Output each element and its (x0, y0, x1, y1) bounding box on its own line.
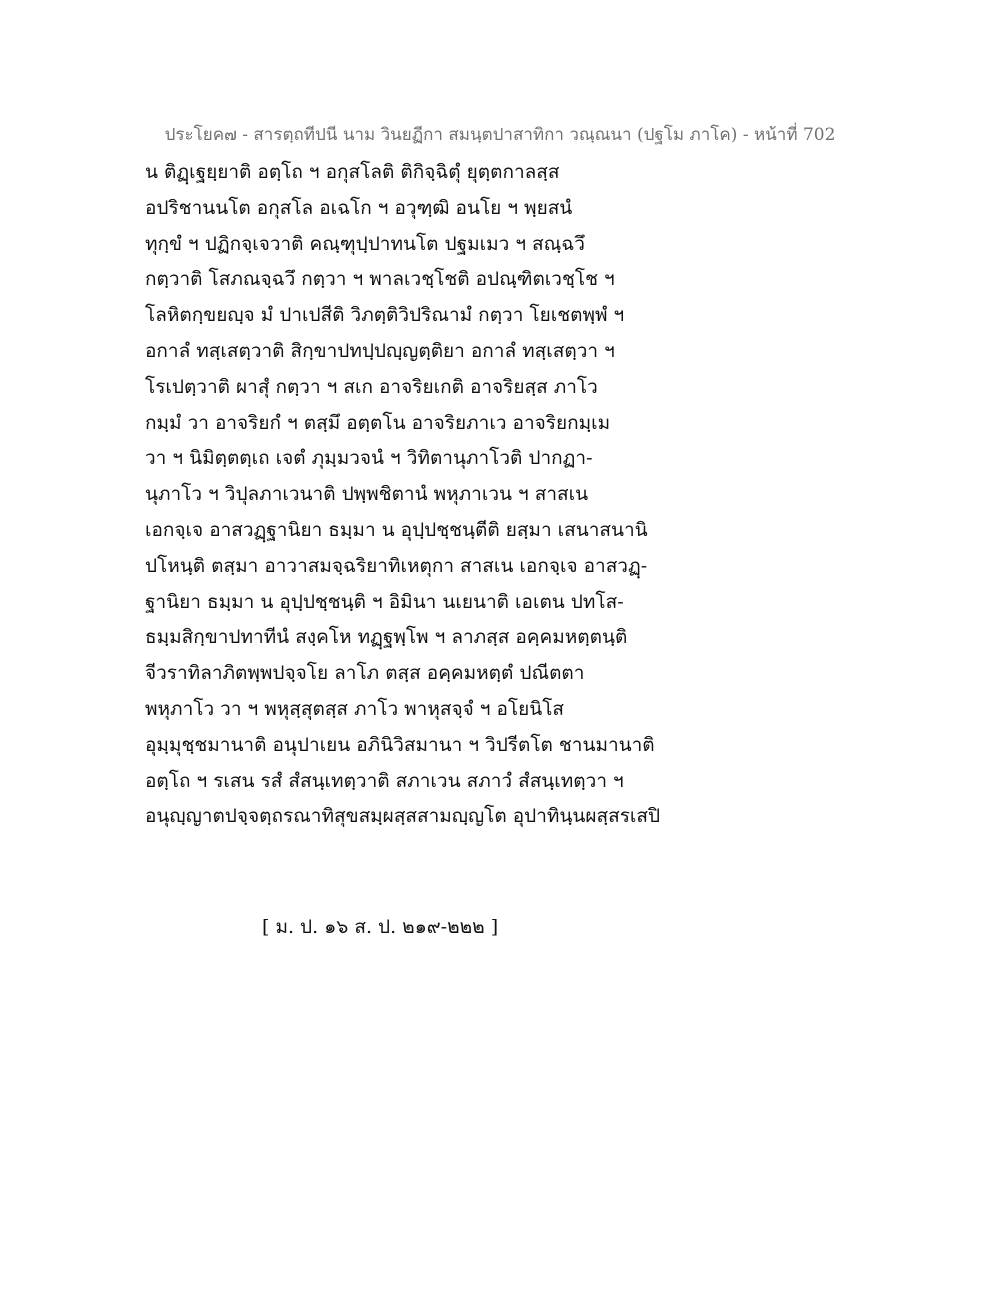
body-text (145, 155, 685, 835)
text-line: อปริชานนโต อกุสโล อเฉโก ฯ อวุฑฺฒิ อนโย ฯ พฺยสนํ (145, 196, 573, 219)
text-line: อกาลํ ทสฺเสตฺวาติ สิกฺขาปทปฺปญฺญตฺติยา อกาลํ ทสฺเสตฺวา ฯ (145, 339, 615, 362)
text-line: ฐานิยา ธมฺมา น อุปฺปชฺชนฺติ ฯ อิมินา นเยนาติ เอเตน ปทโส- (145, 590, 624, 613)
text-line: ปโหนฺติ ตสฺมา อาวาสมจฺฉริยาทิเหตุกา สาสเน เอกจฺเจ อาสวฏฺ- (145, 554, 648, 577)
text-line: พหุภาโว วา ฯ พหุสฺสุตสฺส ภาโว พาหุสจฺจํ ฯ อโยนิโส (145, 697, 565, 720)
reference-citation: [ ม. ป. ๑๖ ส. ป. ๒๑๙-๒๒๒ ] (262, 916, 499, 938)
text-line: ธมฺมสิกฺขาปทาทีนํ สงฺคโห ทฏฺฐพฺโพ ฯ ลาภสฺส อคฺคมหตฺตนฺติ (145, 626, 628, 649)
text-line: เอกจฺเจ อาสวฏฺฐานิยา ธมฺมา น อุปฺปชฺชนฺตีติ ยสฺมา เสนาสนานิ (145, 518, 648, 541)
text-line: นุภาโว ฯ วิปุลภาเวนาติ ปพฺพชิตานํ พหุภาเวน ฯ สาสเน (145, 483, 589, 506)
text-line: ทุกฺขํ ฯ ปฏิกจฺเจวาติ คณฺฑุปฺปาทนโต ปฐมเมว ฯ สณฺฉวึ (145, 232, 585, 255)
text-line: กตฺวาติ โสภณจฺฉวึ กตฺวา ฯ พาลเวชฺโชติ อปณฺฑิตเวชฺโช ฯ (145, 268, 615, 291)
text-line: วา ฯ นิมิตฺตตฺเถ เจตํ ภุมฺมวจนํ ฯ วิทิตานุภาโวติ ปากฏา- (145, 447, 593, 470)
text-line: อุมฺมุชฺชมานาติ อนุปาเยน อภินิวิสมานา ฯ วิปรีตโต ชานมานาติ (145, 733, 655, 756)
text-line: โรเปตฺวาติ ผาสุํ กตฺวา ฯ สเก อาจริยเกติ อาจริยสฺส ภาโว (145, 375, 598, 398)
text-line: อตฺโถ ฯ รเสน รสํ สํสนฺเทตฺวาติ สภาเวน สภาวํ สํสนฺเทตฺวา ฯ (145, 769, 624, 792)
text-line: อนุญฺญาตปจฺจตฺถรณาทิสุขสมฺผสฺสสามญฺญโต อุปาทินฺนผสฺสรเสปิ (145, 805, 661, 828)
text-line: โลหิตกฺขยญฺจ มํ ปาเปสีติ วิภตฺติวิปริณามํ กตฺวา โยเชตพฺพํ ฯ (145, 304, 625, 327)
text-line: น ติฏฺเฐยฺยาติ อตฺโถ ฯ อกุสโลติ ติกิจฺฉิตุํ ยุตฺตกาลสฺส (145, 161, 560, 183)
text-line: จีวราทิลาภิตพฺพปจฺจโย ลาโภ ตสฺส อคฺคมหตฺตํ ปณีตตา (145, 662, 585, 685)
text-line: กมฺมํ วา อาจริยกํ ฯ ตสฺมึ อตฺตโน อาจริยภาเว อาจริยกมฺเม (145, 411, 611, 434)
running-title: ประโยค๗ - สารตฺถทีปนี นาม วินยฏีกา สมนฺตปาสาทิกา วณฺณนา (ปฐโม ภาโค) - หน้าที่ 702 (164, 125, 836, 145)
running-header (0, 121, 1000, 148)
